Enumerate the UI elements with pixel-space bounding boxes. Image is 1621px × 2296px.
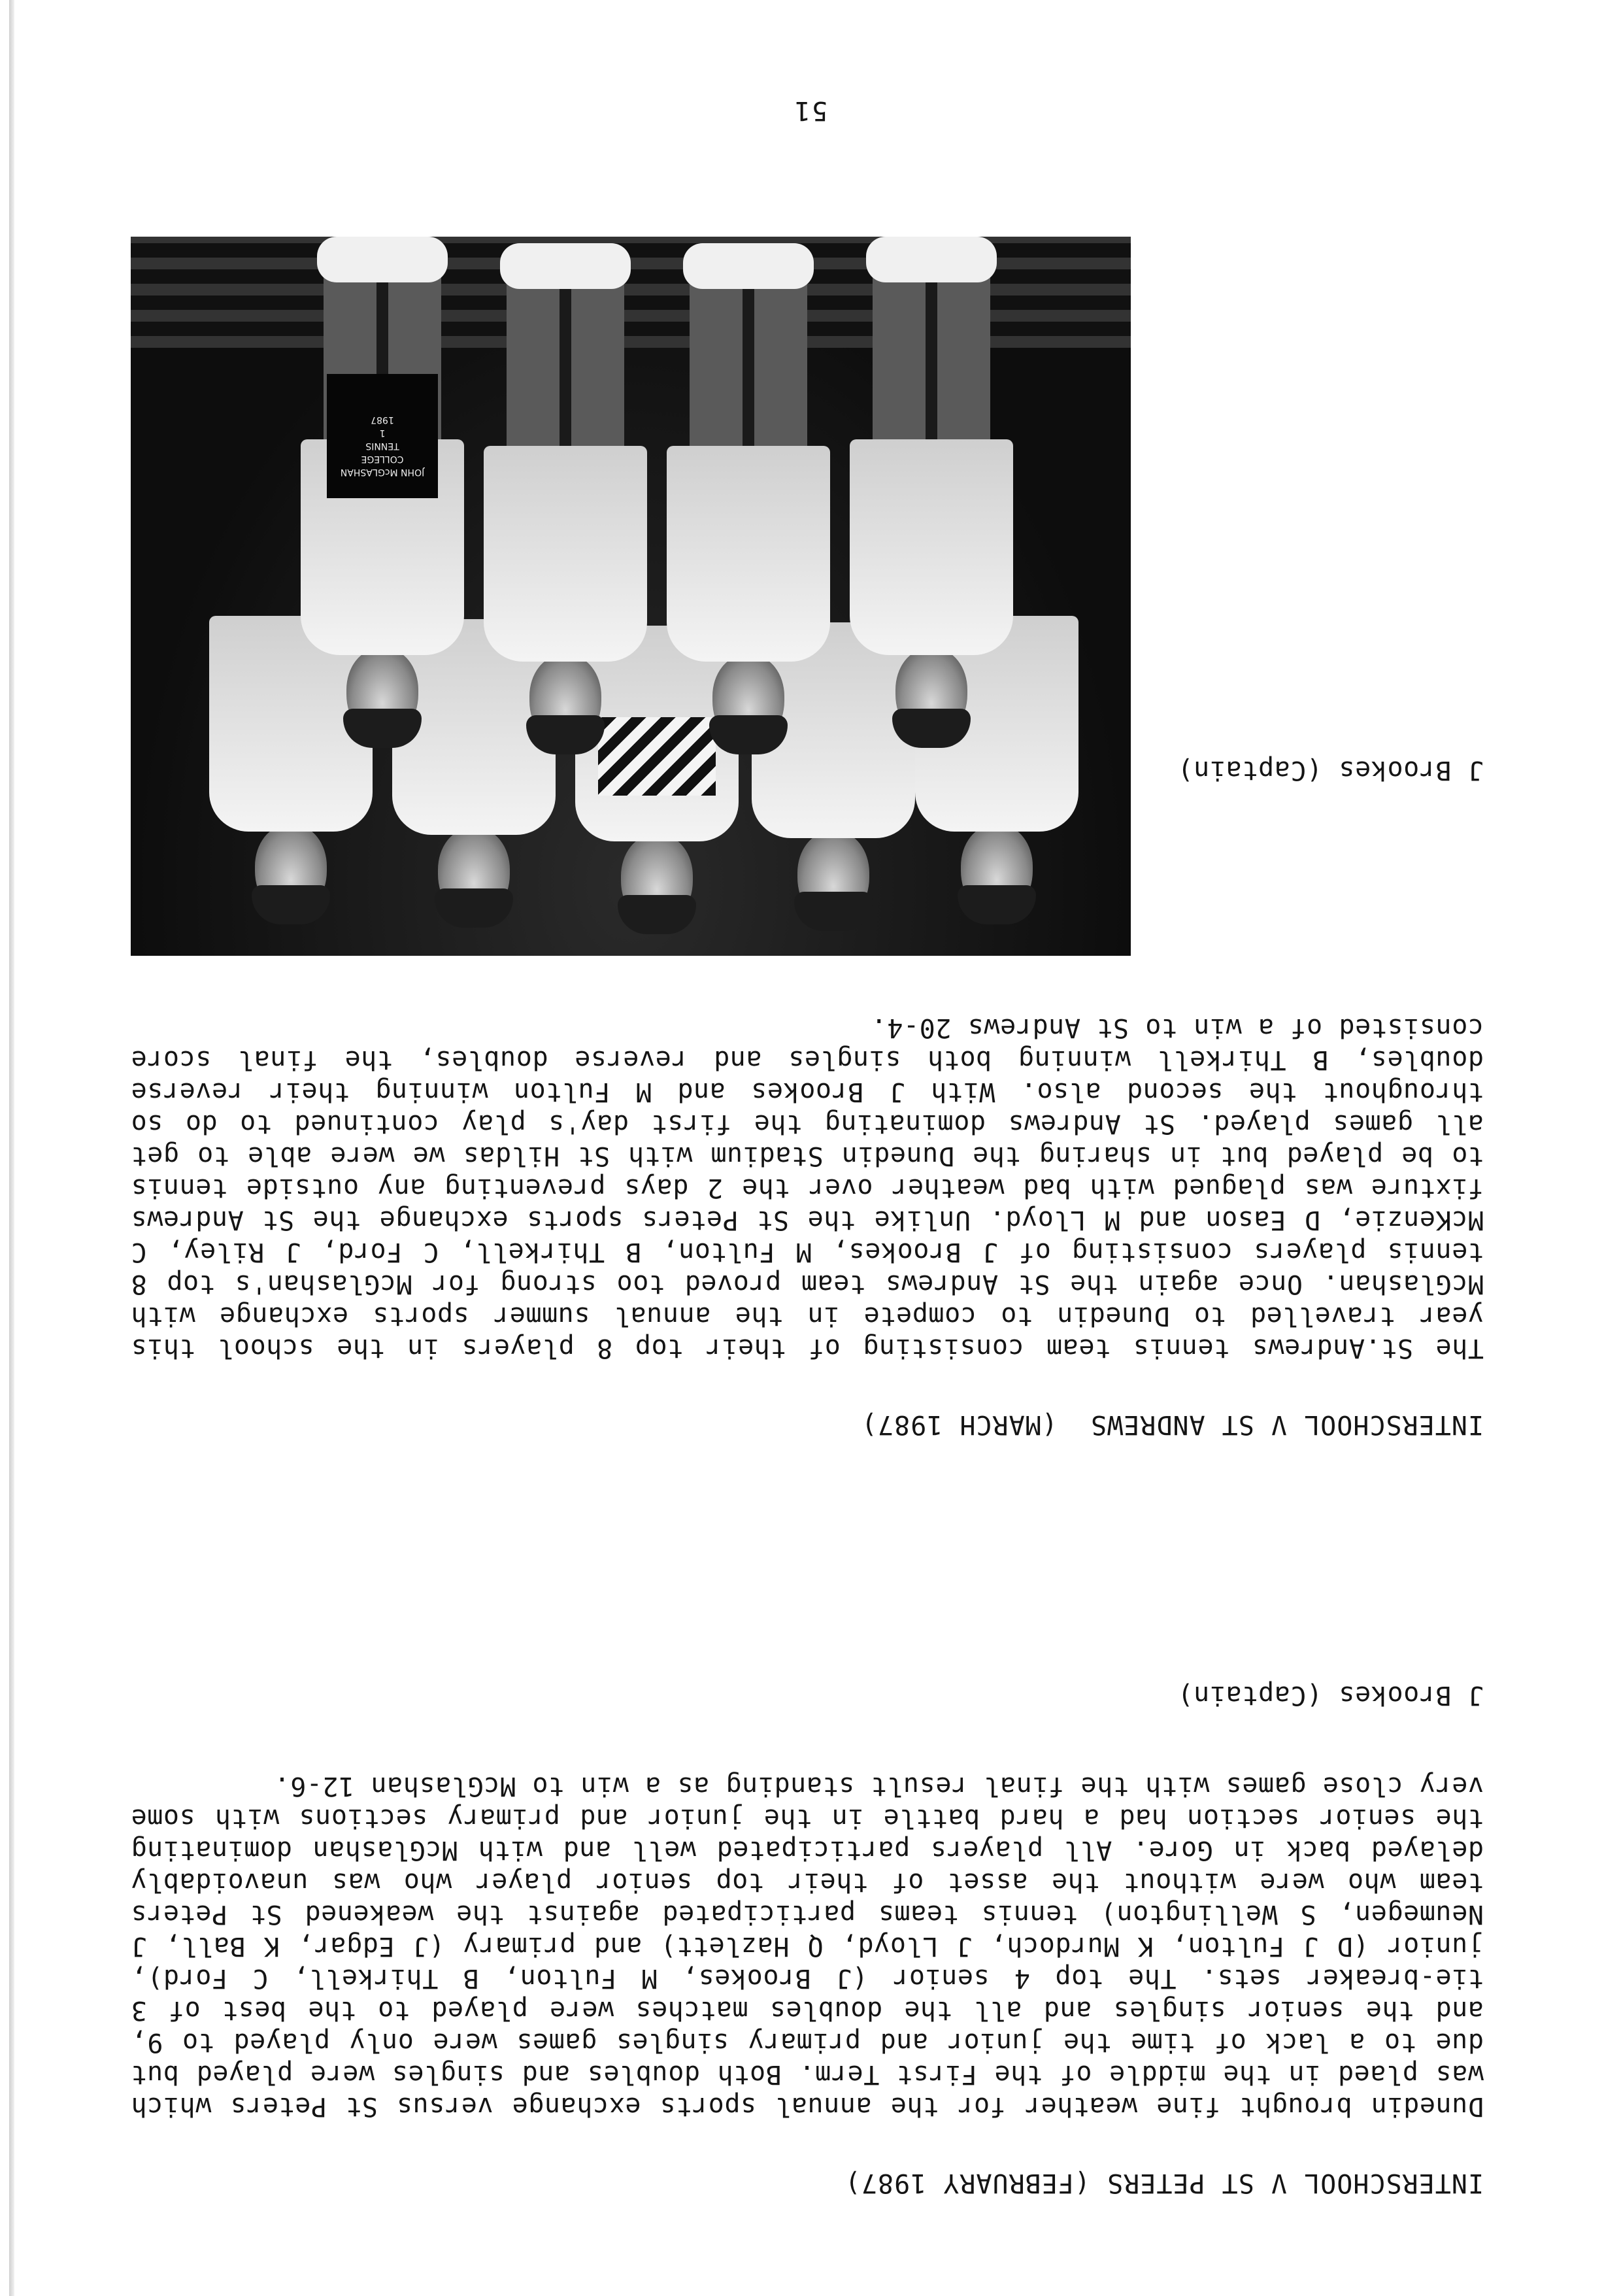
trophy-sign-line: 1987	[371, 414, 394, 425]
trophy-sign	[327, 374, 438, 498]
striped-shirt	[598, 717, 716, 796]
team-photo	[131, 237, 1131, 956]
st-andrews-body: The St.Andrews tennis team consisting of their top 8 players in the school this year travelled to Dunedin to compete in the annual summer sports exchange with McGlashan. Once again the St Andrews team proved too strong for McGlashan's top 8 tennis players consisting of J Brookes, M Fulton, B Thirkell, C Ford, J Riley, C McKenzie, D Eason and M Lloyd. Unlike the St Peters sports exchange the St Andrews fixture was plagued with bad weather over the 2 days preventing any outside tennis to be played but in sharing the Dunedin Stadium with St Hildas we were able to get all games played. St Andrews dominating the first day's play continued to do so throughout the second also. With J Brookes and M Fulton winning their reverse doubles, B Thirkell winning both singles and reverse doubles, the final score consisted of a win to St Andrews 20-4.	[131, 1013, 1484, 1363]
st-peters-signoff: J Brookes (Captain)	[1177, 1680, 1484, 1710]
trophy-sign-line: COLLEGE	[361, 454, 404, 464]
section-st-andrews	[131, 755, 1484, 1440]
st-andrews-signoff: J Brookes (Captain)	[1177, 755, 1484, 785]
st-peters-heading: INTERSCHOOL V ST PETERS (FEBRUARY 1987)	[844, 2168, 1484, 2198]
trophy-sign-line: 1	[379, 428, 386, 438]
section-st-peters	[131, 1679, 1484, 2198]
trophy-sign-line: TENNIS	[365, 441, 399, 451]
trophy-sign-line: JOHN McGLASHAN	[340, 467, 425, 477]
page-number: 51	[793, 95, 828, 126]
st-peters-body: Dunedin brought fine weather for the annual sports exchange versus St Peters which was plaed in the middle of the First Term. Both doubles and singles were played but due to a lack of time the junior and primary singles games were only played to 9, and the senior singles and all the doubles matches were played to the best of 3 tie-breaker sets. The top 4 senior (J Brookes, M Fulton, B Thirkell, C Ford), junior (D J Fulton, K Murdoch, J Lloyd, Q Hazlett) and primary (J Edgar, K Ball, J Neumegen, S Wellington) tennis teams participated against the weakened St Peters team who were without the asset of their top senior player who was unavoidably delayed back in Gore. All players participated well and with McGlashan dominating the senior section had a hard battle in the junior and primary sections with some very close games with the final result standing as a win to McGlashan 12-6.	[131, 1771, 1484, 2121]
st-andrews-heading: INTERSCHOOL V ST ANDREWS (MARCH 1987)	[860, 1410, 1484, 1440]
